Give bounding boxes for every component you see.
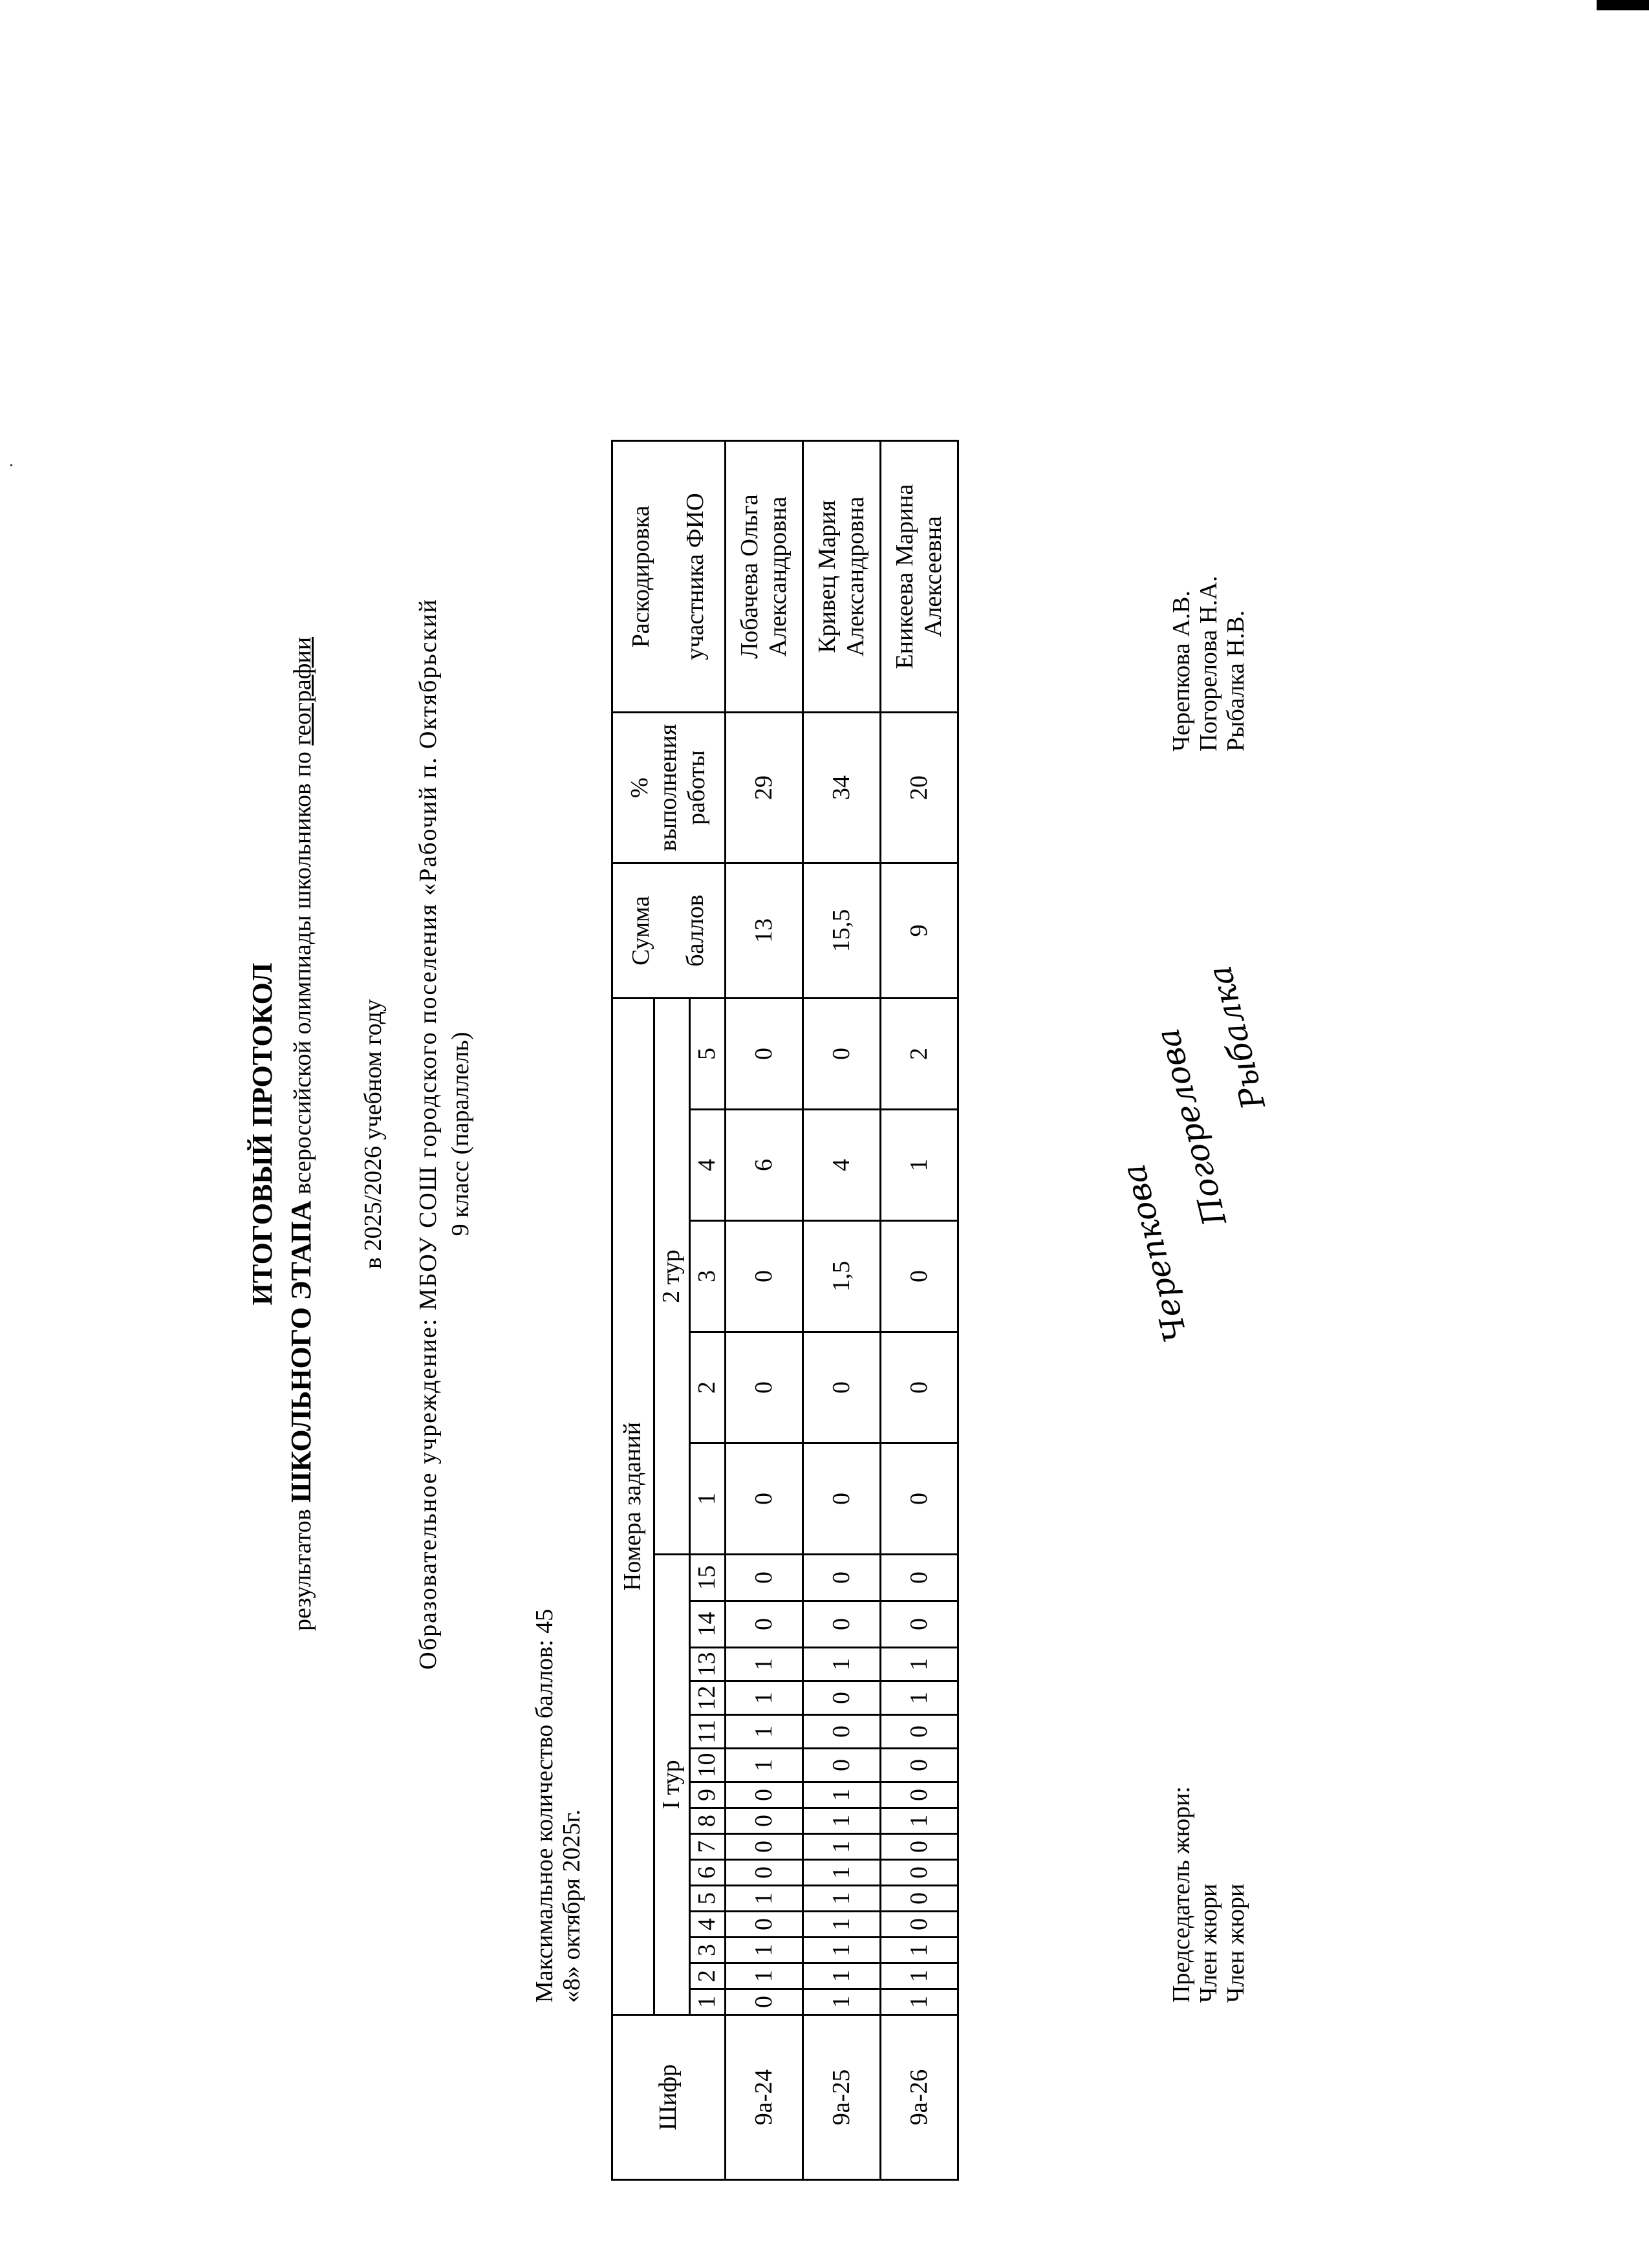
- tour1-score-cell: 1: [803, 1834, 881, 1860]
- signature-member-2: Рыбалка: [1200, 962, 1273, 1114]
- percent-cell: 29: [726, 713, 803, 863]
- tour1-score-cell: 0: [803, 1715, 881, 1749]
- tour1-task-number: 14: [690, 1601, 726, 1648]
- tour1-score-cell: 0: [803, 1681, 881, 1715]
- tour1-task-number: 15: [690, 1555, 726, 1601]
- header-sum-line1: Сумма: [627, 896, 655, 966]
- tour2-score-cell: 0: [803, 1332, 881, 1443]
- tour1-task-number: 5: [690, 1886, 726, 1912]
- tour1-score-cell: 1: [803, 1860, 881, 1886]
- tour1-score-cell: 1: [881, 1938, 958, 1963]
- tour1-score-cell: 0: [726, 1860, 803, 1886]
- participant-name-line1: Еникеева Марина: [890, 484, 918, 669]
- participant-name-cell: [881, 441, 958, 713]
- tour2-score-cell: 1: [881, 1110, 958, 1221]
- tour1-score-cell: 0: [881, 1886, 958, 1912]
- tour1-score-cell: 1: [803, 1963, 881, 1989]
- header-percent-line2: выполнения: [654, 724, 682, 852]
- percent-cell: 34: [803, 713, 881, 863]
- tour1-task-number: 12: [690, 1681, 726, 1715]
- academic-year: в 2025/2026 учебном году: [360, 999, 387, 1269]
- tour2-task-number: 2: [690, 1332, 726, 1443]
- tour2-score-cell: 2: [881, 999, 958, 1110]
- participant-name-line1: Лобачева Ольга: [735, 494, 763, 659]
- tour1-score-cell: 1: [803, 1912, 881, 1938]
- cipher-cell: 9а-25: [803, 2015, 881, 2180]
- header-sum: [612, 863, 726, 999]
- table-row: [803, 441, 881, 2180]
- header-row-1: [612, 441, 654, 2180]
- sum-cell: 9: [881, 863, 958, 999]
- sum-cell: 13: [726, 863, 803, 999]
- tour1-task-number: 2: [690, 1963, 726, 1989]
- tour1-score-cell: 0: [881, 1782, 958, 1808]
- tour2-score-cell: 0: [803, 999, 881, 1110]
- tour2-task-number: 3: [690, 1221, 726, 1332]
- tour1-task-number: 4: [690, 1912, 726, 1938]
- tour1-score-cell: 1: [881, 1989, 958, 2015]
- tour1-task-number: 7: [690, 1834, 726, 1860]
- class-line: 9 класс (параллель): [447, 1031, 474, 1237]
- tour1-score-cell: 1: [803, 1648, 881, 1681]
- tour1-score-cell: 0: [803, 1555, 881, 1601]
- tour1-score-cell: 0: [803, 1749, 881, 1782]
- tour1-score-cell: 0: [881, 1555, 958, 1601]
- tour1-score-cell: 0: [881, 1715, 958, 1749]
- header-tour2: 2 тур: [654, 999, 690, 1555]
- tour1-score-cell: 1: [726, 1963, 803, 1989]
- header-fio-line1: Раскодировка: [627, 505, 655, 648]
- header-percent-line3: работы: [682, 750, 710, 825]
- header-cipher: Шифр: [612, 2015, 726, 2180]
- results-body: [726, 441, 958, 2180]
- tour1-score-cell: 1: [726, 1648, 803, 1681]
- olympiad-text: всероссийской олимпиады школьников по: [289, 751, 316, 1194]
- tour1-score-cell: 0: [803, 1601, 881, 1648]
- tour2-score-cell: 6: [726, 1110, 803, 1221]
- results-line: [285, 0, 318, 2268]
- tour1-score-cell: 0: [726, 1808, 803, 1834]
- tour1-score-cell: 1: [803, 1808, 881, 1834]
- tour1-score-cell: 1: [726, 1749, 803, 1782]
- tour1-score-cell: 0: [726, 1989, 803, 2015]
- tour2-score-cell: 0: [726, 1221, 803, 1332]
- jury-member-label-2: Член жюри: [1222, 1883, 1249, 2003]
- tour1-score-cell: 1: [726, 1681, 803, 1715]
- tour2-score-cell: 0: [881, 1332, 958, 1443]
- table-row: [881, 441, 958, 2180]
- protocol-date: «8» октября 2025г.: [558, 1809, 585, 2003]
- tour2-score-cell: 0: [803, 1443, 881, 1555]
- tour2-score-cell: 0: [726, 999, 803, 1110]
- participant-name-line2: Александровна: [764, 496, 792, 657]
- tour2-score-cell: 0: [881, 1221, 958, 1332]
- participant-name-line2: Александровна: [841, 496, 869, 657]
- jury-chair-label: Председатель жюри:: [1168, 1786, 1195, 2003]
- tour1-task-number: 1: [690, 1989, 726, 2015]
- tour1-score-cell: 1: [803, 1989, 881, 2015]
- institution-line: Образовательное учреждение: МБОУ СОШ городского поселения «Рабочий п. Октябрьский: [415, 598, 442, 1670]
- tour2-score-cell: 4: [803, 1110, 881, 1221]
- tour1-score-cell: 0: [881, 1749, 958, 1782]
- tour1-score-cell: 0: [726, 1834, 803, 1860]
- tour1-task-number: 13: [690, 1648, 726, 1681]
- tour1-score-cell: 1: [803, 1886, 881, 1912]
- jury-member-name-1: Погорелова Н.А.: [1195, 576, 1222, 751]
- participant-name-cell: [803, 441, 881, 713]
- participant-name-line1: Кривец Мария: [813, 500, 841, 653]
- max-points: Максимальное количество баллов: 45: [531, 1608, 558, 2003]
- header-fio-line2: участника ФИО: [682, 493, 709, 660]
- tour1-score-cell: 0: [726, 1912, 803, 1938]
- tour2-score-cell: 0: [881, 1443, 958, 1555]
- tour1-score-cell: 0: [881, 1834, 958, 1860]
- tour2-score-cell: 1,5: [803, 1221, 881, 1332]
- tour2-score-cell: 0: [726, 1332, 803, 1443]
- stage-name: ШКОЛЬНОГО ЭТАПА: [285, 1200, 317, 1503]
- header-percent-line1: %: [626, 777, 654, 798]
- tour1-task-number: 3: [690, 1938, 726, 1963]
- tour1-task-number: 6: [690, 1860, 726, 1886]
- results-table: [611, 440, 959, 2181]
- tour1-score-cell: 1: [881, 1808, 958, 1834]
- tour1-score-cell: 1: [726, 1715, 803, 1749]
- tour1-task-number: 8: [690, 1808, 726, 1834]
- tour1-score-cell: 1: [881, 1681, 958, 1715]
- tour1-score-cell: 1: [803, 1938, 881, 1963]
- jury-member-label-1: Член жюри: [1195, 1883, 1222, 2003]
- tour1-score-cell: 0: [881, 1912, 958, 1938]
- sum-cell: 15,5: [803, 863, 881, 999]
- tour2-task-number: 1: [690, 1443, 726, 1555]
- signature-chair: Черепкова: [1114, 1160, 1195, 1346]
- tour1-score-cell: 1: [803, 1782, 881, 1808]
- tour1-score-cell: 1: [881, 1648, 958, 1681]
- percent-cell: 20: [881, 713, 958, 863]
- tour1-score-cell: 1: [881, 1963, 958, 1989]
- tour1-score-cell: 0: [726, 1555, 803, 1601]
- tour1-score-cell: 0: [881, 1601, 958, 1648]
- header-percent: [612, 713, 726, 863]
- tour1-score-cell: 1: [726, 1886, 803, 1912]
- jury-member-name-2: Рыбалка Н.В.: [1222, 610, 1249, 751]
- cipher-cell: 9а-24: [726, 2015, 803, 2180]
- tour1-task-number: 10: [690, 1749, 726, 1782]
- tour1-score-cell: 1: [726, 1938, 803, 1963]
- tour2-task-number: 5: [690, 999, 726, 1110]
- header-sum-line2: баллов: [682, 894, 709, 967]
- participant-name-line2: Алексеевна: [919, 516, 947, 637]
- header-tour1: I тур: [654, 1555, 690, 2015]
- tour1-score-cell: 0: [726, 1782, 803, 1808]
- header-task-numbers: Номера заданий: [612, 999, 654, 2015]
- signature-member-1: Погорелова: [1148, 1024, 1234, 1230]
- tour1-task-number: 11: [690, 1715, 726, 1749]
- subject-name: географии: [289, 636, 316, 746]
- participant-name-cell: [726, 441, 803, 713]
- jury-chair-name: Черепкова А.В.: [1168, 590, 1195, 751]
- table-row: [726, 441, 803, 2180]
- tour1-score-cell: 0: [726, 1601, 803, 1648]
- header-fio: [612, 441, 726, 713]
- cipher-cell: 9а-26: [881, 2015, 958, 2180]
- tour1-task-number: 9: [690, 1782, 726, 1808]
- results-prefix: результатов: [289, 1509, 316, 1632]
- tour2-score-cell: 0: [726, 1443, 803, 1555]
- document-title: ИТОГОВЫЙ ПРОТОКОЛ: [246, 962, 278, 1306]
- tour1-score-cell: 0: [881, 1860, 958, 1886]
- tour2-task-number: 4: [690, 1110, 726, 1221]
